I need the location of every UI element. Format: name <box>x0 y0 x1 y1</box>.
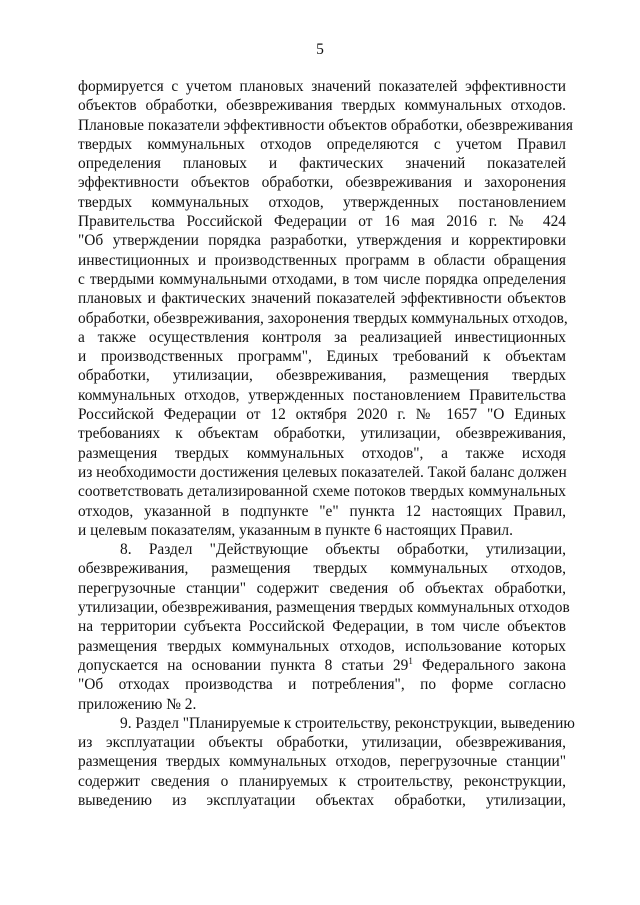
document-body <box>78 77 575 810</box>
text-line: эффективности объектов обработки, обезвреживания и захоронения <box>78 174 566 192</box>
text-line: обработки, обезвреживания, захоронения твердых коммунальных отходов, <box>78 309 568 327</box>
text-line: определения плановых и фактических значений показателей <box>78 155 566 173</box>
text-line: обработки, утилизации, обезвреживания, размещения твердых <box>78 367 566 385</box>
text-line: утилизации, обезвреживания, размещения твердых коммунальных отходов <box>78 599 570 617</box>
text-line: плановых и фактических значений показателей эффективности объектов <box>78 290 566 308</box>
text-line: соответствовать детализированной схеме потоков твердых коммунальных <box>78 483 566 501</box>
text-line: выведению из эксплуатации объектах обработки, утилизации, <box>78 791 566 809</box>
page-number: 5 <box>316 41 324 58</box>
text-fragment: допускается на основании пункта 8 статьи 29 <box>78 656 409 674</box>
text-line: "Об отходах производства и потребления", по форме согласно <box>78 676 566 694</box>
text-line: твердых коммунальных отходов определяются с учетом Правил <box>78 135 566 153</box>
text-line: из необходимости достижения целевых показателей. Такой баланс должен <box>78 463 567 481</box>
text-line: с твердыми коммунальными отходами, в том числе порядка определения <box>78 270 566 288</box>
text-line: коммунальных отходов, утвержденных постановлением Правительства <box>78 386 566 404</box>
text-line: и производственных программ", Единых требований к объектам <box>78 348 566 366</box>
text-line: из эксплуатации объекты обработки, утилизации, обезвреживания, <box>78 734 566 752</box>
paragraph-7-continuation <box>78 77 573 540</box>
text-line: содержит сведения о планируемых к строительству, реконструкции, <box>78 772 566 790</box>
text-fragment: Федерального закона <box>412 656 566 674</box>
paragraph-9 <box>78 714 575 810</box>
text-line: размещения твердых коммунальных отходов", а также исходя <box>78 444 566 462</box>
paragraph-8 <box>78 540 570 714</box>
text-line: размещения твердых коммунальных отходов, использование которых <box>78 637 566 655</box>
text-line: на территории субъекта Российской Федерации, в том числе объектов <box>78 618 566 636</box>
text-line: 9. Раздел "Планируемые к строительству, реконструкции, выведению <box>120 714 575 732</box>
text-line: Правительства Российской Федерации от 16 мая 2016 г. № 424 <box>78 213 566 231</box>
text-line: инвестиционных и производственных программ в области обращения <box>78 251 566 269</box>
text-line: объектов обработки, обезвреживания твердых коммунальных отходов. <box>78 97 566 115</box>
text-line: размещения твердых коммунальных отходов, перегрузочные станции" <box>78 753 566 771</box>
text-line: обезвреживания, размещения твердых коммунальных отходов, <box>78 560 566 578</box>
text-line: приложению № 2. <box>78 695 197 713</box>
text-line: "Об утверждении порядка разработки, утверждения и корректировки <box>78 232 566 250</box>
text-line: Плановые показатели эффективности объектов обработки, обезвреживания <box>78 116 573 134</box>
text-line: отходов, указанной в подпункте "е" пункта 12 настоящих Правил, <box>78 502 566 520</box>
text-line: а также осуществления контроля за реализацией инвестиционных <box>78 328 566 346</box>
text-line: требованиях к объектам обработки, утилизации, обезвреживания, <box>78 425 566 443</box>
text-line: перегрузочные станции" содержит сведения об объектах обработки, <box>78 579 566 597</box>
text-line: твердых коммунальных отходов, утвержденных постановлением <box>78 193 566 211</box>
text-line-with-footnote <box>78 656 566 675</box>
text-line: 8. Раздел "Действующие объекты обработки, утилизации, <box>120 541 566 559</box>
superscript: 1 <box>408 655 413 666</box>
text-line: и целевым показателям, указанным в пункте 6 настоящих Правил. <box>78 521 513 539</box>
text-line: Российской Федерации от 12 октября 2020 г. № 1657 "О Единых <box>78 406 566 424</box>
text-line: формируется с учетом плановых значений показателей эффективности <box>78 78 566 95</box>
